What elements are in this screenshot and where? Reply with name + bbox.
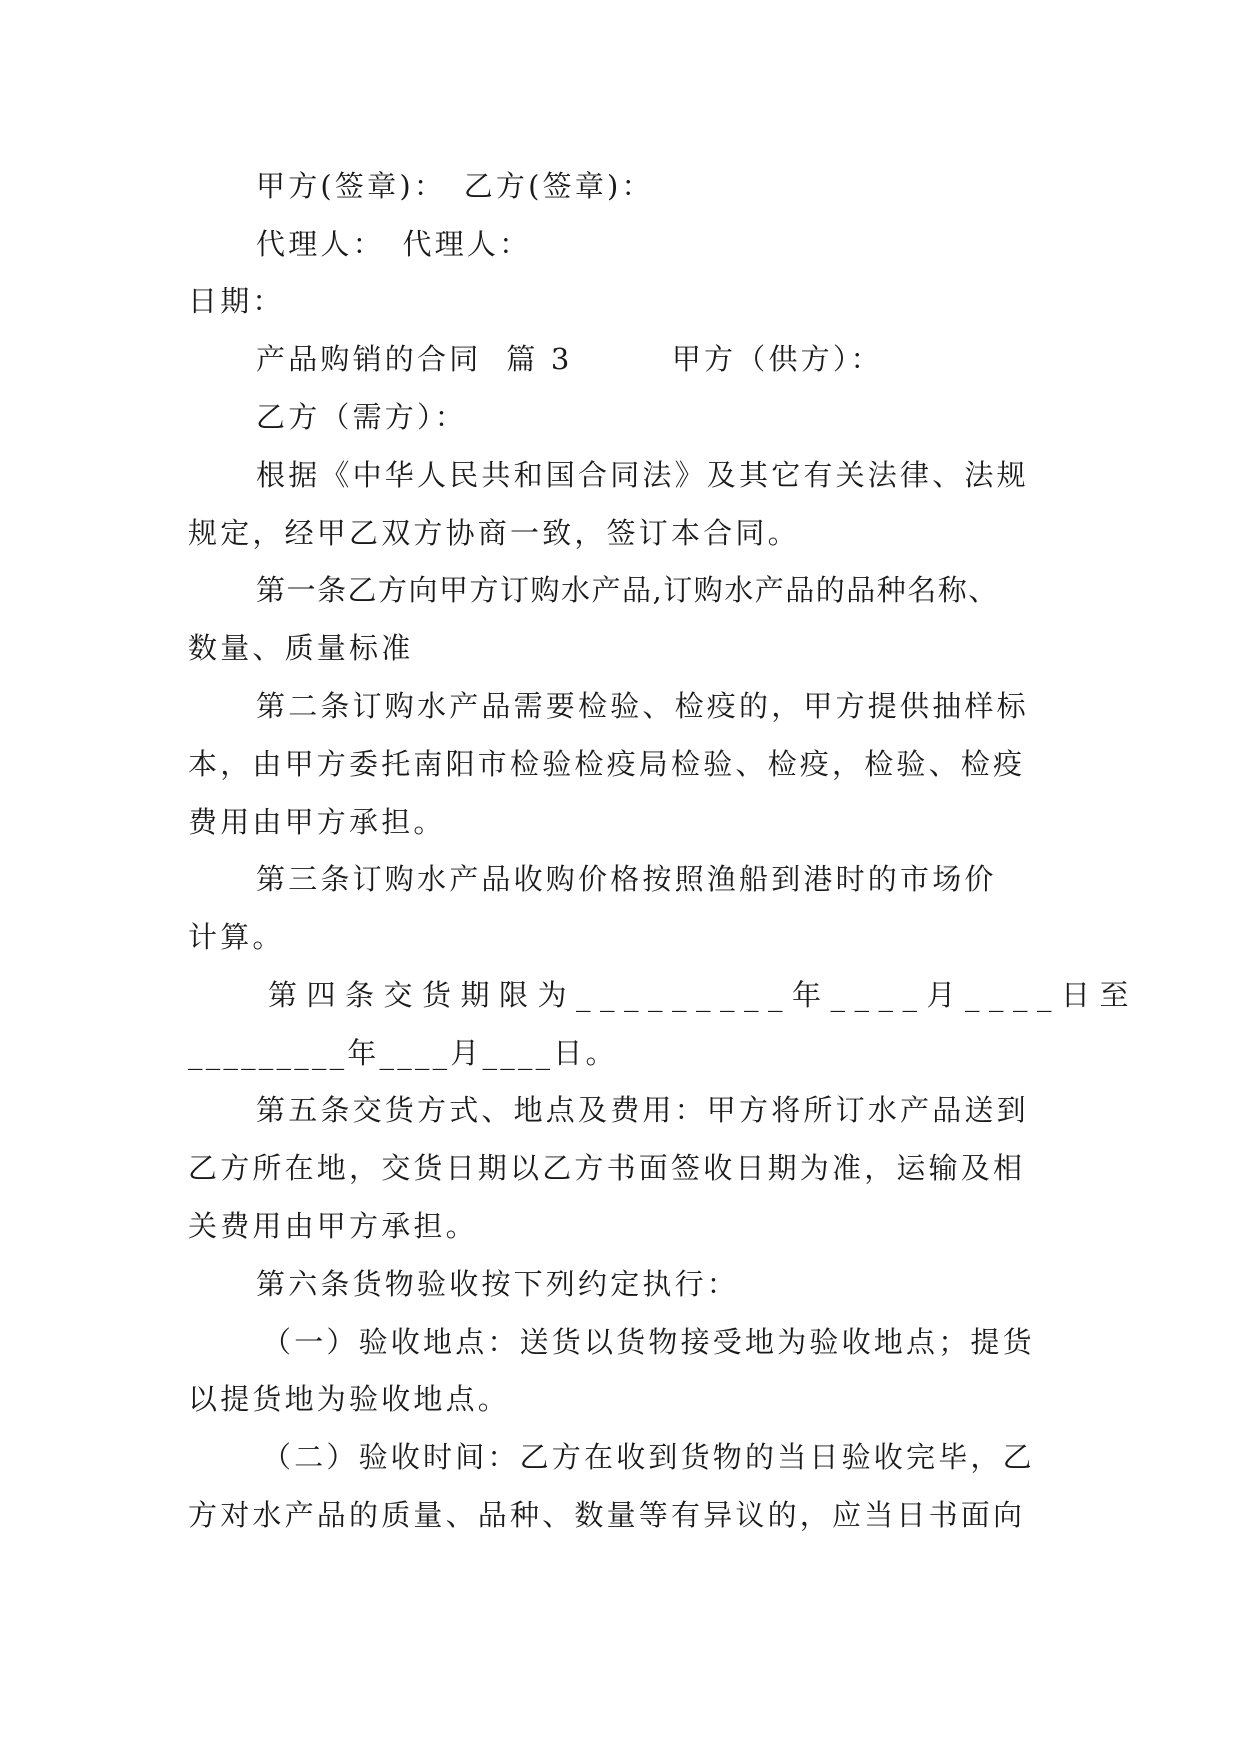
article-5-line-1: 第五条交货方式、地点及费用：甲方将所订水产品送到 [256,1093,1029,1127]
signature-line-party-a-b: 甲方(签章)： 乙方(签章)： [256,169,654,203]
article-5-line-3: 关费用由甲方承担。 [188,1209,478,1243]
preamble-line-2: 规定，经甲乙双方协商一致，签订本合同。 [188,516,800,550]
agent-line: 代理人： 代理人： [256,227,532,261]
article-4-line-1: 第四条交货期限为_________年____月____日至 [268,978,1139,1012]
party-b-line: 乙方（需方）： [256,400,467,434]
article-1-line-1: 第一条乙方向甲方订购水产品,订购水产品的品种名称、 [256,573,999,607]
article-5-line-2: 乙方所在地，交货日期以乙方书面签收日期为准，运输及相 [188,1151,1026,1185]
article-6-clause-2-line-1: （二）验收时间：乙方在收到货物的当日验收完毕，乙 [262,1440,1035,1474]
article-6-line-1: 第六条货物验收按下列约定执行： [256,1267,740,1301]
article-1-line-2: 数量、质量标准 [188,631,414,665]
article-6-clause-1-line-1: （一）验收地点：送货以货物接受地为验收地点；提货 [262,1325,1035,1359]
article-4-line-2: _________年____月____日。 [188,1036,618,1070]
article-3-line-1: 第三条订购水产品收购价格按照渔船到港时的市场价 [256,862,997,896]
article-3-line-2: 计算。 [188,920,285,954]
contract-title-line: 产品购销的合同 篇 3 甲方（供方）： [256,342,883,376]
article-2-line-1: 第二条订购水产品需要检验、检疫的，甲方提供抽样标 [256,689,1029,723]
article-6-clause-2-line-2: 方对水产品的质量、品种、数量等有异议的，应当日书面向 [188,1498,1026,1532]
preamble-line-1: 根据《中华人民共和国合同法》及其它有关法律、法规 [256,458,1029,492]
date-line: 日期： [188,284,285,318]
article-6-clause-1-line-2: 以提货地为验收地点。 [188,1382,511,1416]
article-2-line-3: 费用由甲方承担。 [188,805,446,839]
article-2-line-2: 本，由甲方委托南阳市检验检疫局检验、检疫，检验、检疫 [188,747,1026,781]
